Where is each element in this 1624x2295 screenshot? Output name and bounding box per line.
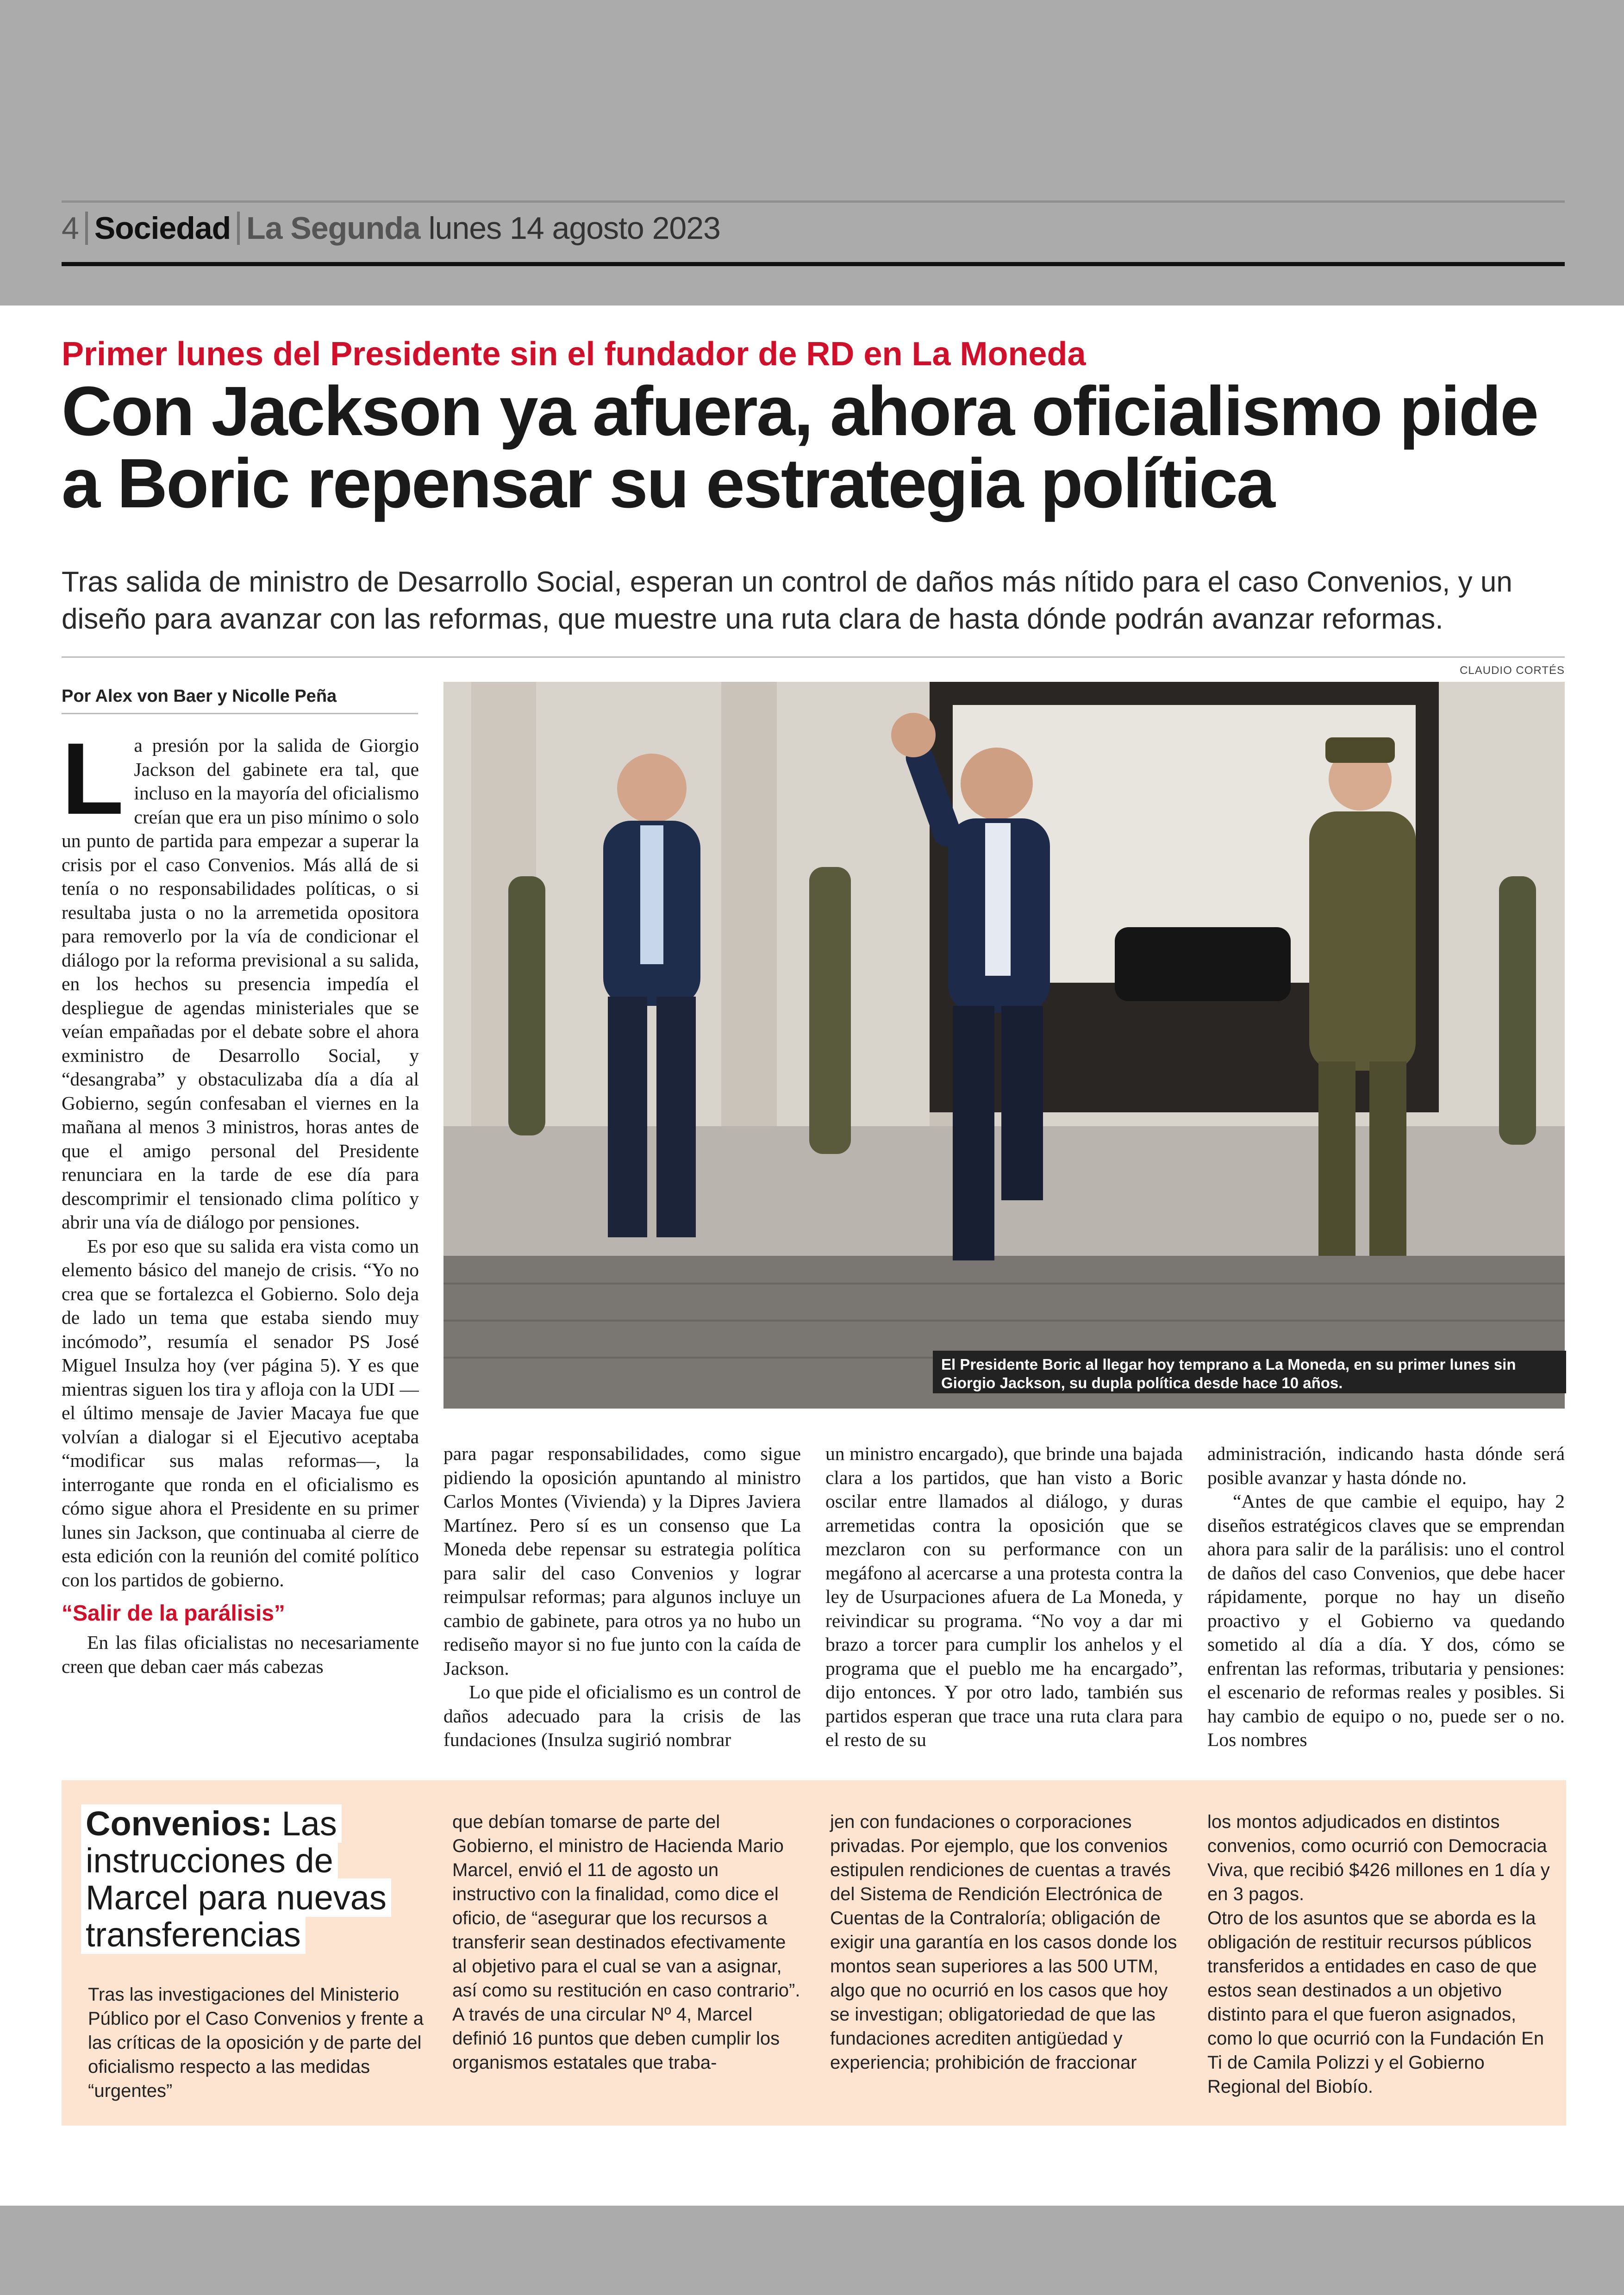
article-subhead: “Salir de la parálisis” [62,1601,285,1626]
top-margin [0,0,1624,306]
paragraph: Otro de los asuntos que se aborda es la obligación de restituir recursos públicos transferidos a entidades en caso de que estos sean destinados a un objetivo distinto para el que fueron asignados, como lo que ocurrió con la Fundación En Ti de Camila Polizzi y el Gobierno Regional del Biobío. [1207,1908,1544,2097]
article-column-2 [443,1442,801,1761]
paragraph: un ministro encargado), que brinde una bajada clara a los partidos, que han visto a Boric oscilar entre llamados al diálogo, y duras arremetidas contra la oposición que se mezclaron con su performance con un megáfono al acercarse a una protesta contra la ley de Usurpaciones afuera de La Moneda, y reivindicar su programa. “No voy a dar mi brazo a torcer para cumplir los anhelos y el programa que el pueblo me ha encargado”, dijo entonces. Y por otro lado, también sus partidos esperan que trace una ruta clara para el resto de su [825,1443,1183,1750]
article-column-4 [1207,1442,1565,1761]
article-column-3 [825,1442,1183,1761]
paragraph: En las filas oficialistas no necesariamente creen que deban caer más cabezas [62,1632,419,1677]
byline: Por Alex von Baer y Nicolle Peña [62,686,337,706]
sidebar-column-2 [452,1810,804,2075]
paragraph: “Antes de que cambie el equipo, hay 2 diseños estratégicos claves que se emprendan ahora para salir de la parálisis: uno el control de daños del caso Convenios, que debe hacer rápidamente, porque no hay un diseño proactivo y el Gobierno va quedando sometido al día a día. Y dos, cómo se enfrentan las reformas, tributaria y pensiones: el escenario de reformas reales y posibles. Si hay cambio de equipo o no, puede ser o no. Los nombres [1207,1491,1565,1750]
paragraph: A través de una circular Nº 4, Marcel definió 16 puntos que deben cumplir los organismos estatales que traba- [452,2004,780,2073]
person-hand [891,713,936,757]
news-photo [443,682,1565,1409]
sidebar-title [81,1805,424,1953]
person-leg [608,997,647,1237]
photo-credit: CLAUDIO CORTÉS [1460,664,1565,677]
article-dek: Tras salida de ministro de Desarrollo Social, esperan un control de daños más nítido para el caso Convenios, y un diseño para avanzar con las reformas, que muestre una ruta clara de hasta dónde podrán avanzar reformas. [62,566,1512,635]
person-leg [656,997,696,1237]
person-leg [1318,1061,1355,1256]
paragraph: Lo que pide el oficialismo es un control de daños adecuado para la crisis de las fundaciones (Insulza sugirió nombrar [443,1681,801,1750]
officer-cap [1325,737,1395,763]
dek-divider [62,656,1565,658]
article-headline: Con Jackson ya afuera, ahora oficialismo pide a Boric repensar su estrategia política [62,372,1538,522]
person-head [617,754,687,823]
header-divider [85,212,88,245]
paragraph: jen con fundaciones o corporaciones privadas. Por ejemplo, que los convenios estipulen rendiciones de cuentas a través del Sistema de Rendición Electrónica de Cuentas de la Contraloría; obligación de exigir una garantía en los casos donde los montos sean superiores a las 500 UTM, algo que no ocurrió en los casos que hoy se investigan; obligatoriedad de que las fundaciones acrediten antigüedad y experiencia; prohibición de fraccionar [830,1812,1177,2073]
sidebar-lead: Tras las investigaciones del Ministerio Público por el Caso Convenios y frente a las críticas de la oposición y de parte del oficialismo respecto a las medidas “urgentes” [88,1984,424,2101]
paragraph: administración, indicando hasta dónde será posible avanzar y hasta dónde no. [1207,1443,1565,1488]
guard-figure [1499,876,1536,1145]
person-shirt [640,825,663,964]
photo-illustration [443,682,1565,1409]
person-head [961,748,1033,820]
sidebar-column-4 [1207,1810,1550,2099]
sidebar-column-3 [830,1810,1184,2075]
paragraph: para pagar responsabilidades, como sigue pidiendo la oposición apuntando al ministro Carlos Montes (Vivienda) y la Dipres Javiera Martínez. Pero sí es un consenso que La Moneda debe repensar su estrategia política para salir del caso Convenios y lograr reimpulsar reformas; para algunos incluye un cambio de gabinete, para otros ya no hubo un rediseño mayor si no fue junto con la caída de Jackson. [443,1443,801,1679]
header-top-rule [62,200,1565,203]
person-leg [953,1006,994,1260]
sidebar-title-bold: Convenios: [86,1804,272,1843]
newspaper-name: La Segunda [246,211,420,246]
page-number: 4 [62,211,79,246]
person-shirt [985,823,1011,976]
photo-caption: El Presidente Boric al llegar hoy temprano a La Moneda, en su primer lunes sin Giorgio Jackson, su dupla política desde hace 10 años. [933,1351,1566,1393]
header-divider [237,212,240,245]
pillar [721,682,777,1145]
issue-date: lunes 14 agosto 2023 [428,211,720,246]
drop-cap: L [62,734,124,836]
guard-figure [809,867,851,1154]
paragraph: los montos adjudicados en distintos convenios, como ocurrió con Democracia Viva, que recibió $426 millones en 1 día y en 3 pagos. [1207,1812,1550,1904]
paragraph [62,734,419,1235]
person-leg [1001,1006,1043,1200]
article-kicker: Primer lunes del Presidente sin el fundador de RD en La Moneda [62,336,1086,373]
sidebar-title-text: Las instrucciones de Marcel para nuevas transferencias [86,1804,387,1954]
paragraph-text: a presión por la salida de Giorgio Jackson del gabinete era tal, que incluso en la mayoría del oficialismo creían que era un piso mínimo o solo un punto de partida para empezar a superar la crisis por el caso Convenios. Más allá de si tenía o no responsabilidades políticas, o si resultaba justa o no la arremetida opositora para removerlo por la vía de condicionar el diálogo por la reforma previsional a su salida, en los hechos su presencia impedía el despliegue de agendas ministeriales que se veían empañadas por el debate sobre el ahora exministro de Desarrollo Social, y “desangraba” y obstaculizaba día a día al Gobierno, según confesaban el viernes en la mañana al menos 3 ministros, horas antes de que el amigo personal del Presidente renunciara en la tarde de ese día para descomprimir el tensionado clima político y abrir una vía de diálogo por pensiones. [62,735,419,1233]
paragraph: Es por eso que su salida era vista como un elemento básico del manejo de crisis. “Yo no crea que se fortalezca el Gobierno. Solo deja de lado un tema que estaba siendo muy incómodo”, resumía el senador PS José Miguel Insulza hoy (ver página 5). Y es que mientras siguen los tira y afloja con la UDI —el último mensaje de Javier Macaya fue que volvían a dialogar si el Ejecutivo aceptaba “modificar sus malas reformas—, la interrogante que ronda en el oficialismo es cómo sigue ahora el Presidente en su primer lunes sin Jackson, que continuaba al cierre de esta edición con la reunión del comité político con los partidos de gobierno. [62,1235,419,1590]
page-header [62,207,720,249]
guard-figure [508,876,545,1135]
section-name: Sociedad [94,211,231,246]
car [1115,927,1291,1001]
officer-uniform [1309,811,1416,1071]
paragraph: que debían tomarse de parte del Gobierno, el ministro de Hacienda Mario Marcel, envió el 11 de agosto un instructivo con la finalidad, como dice el oficio, de “asegurar que los recursos a transferir sean destinados efectivamente al objetivo para el cual se van a asignar, así como su restitución en caso contrario”. [452,1812,800,2001]
header-bottom-rule [62,262,1565,266]
byline-divider [62,713,418,714]
person-leg [1369,1061,1406,1256]
bottom-margin [0,2206,1624,2295]
article-column-1 [62,734,419,1761]
